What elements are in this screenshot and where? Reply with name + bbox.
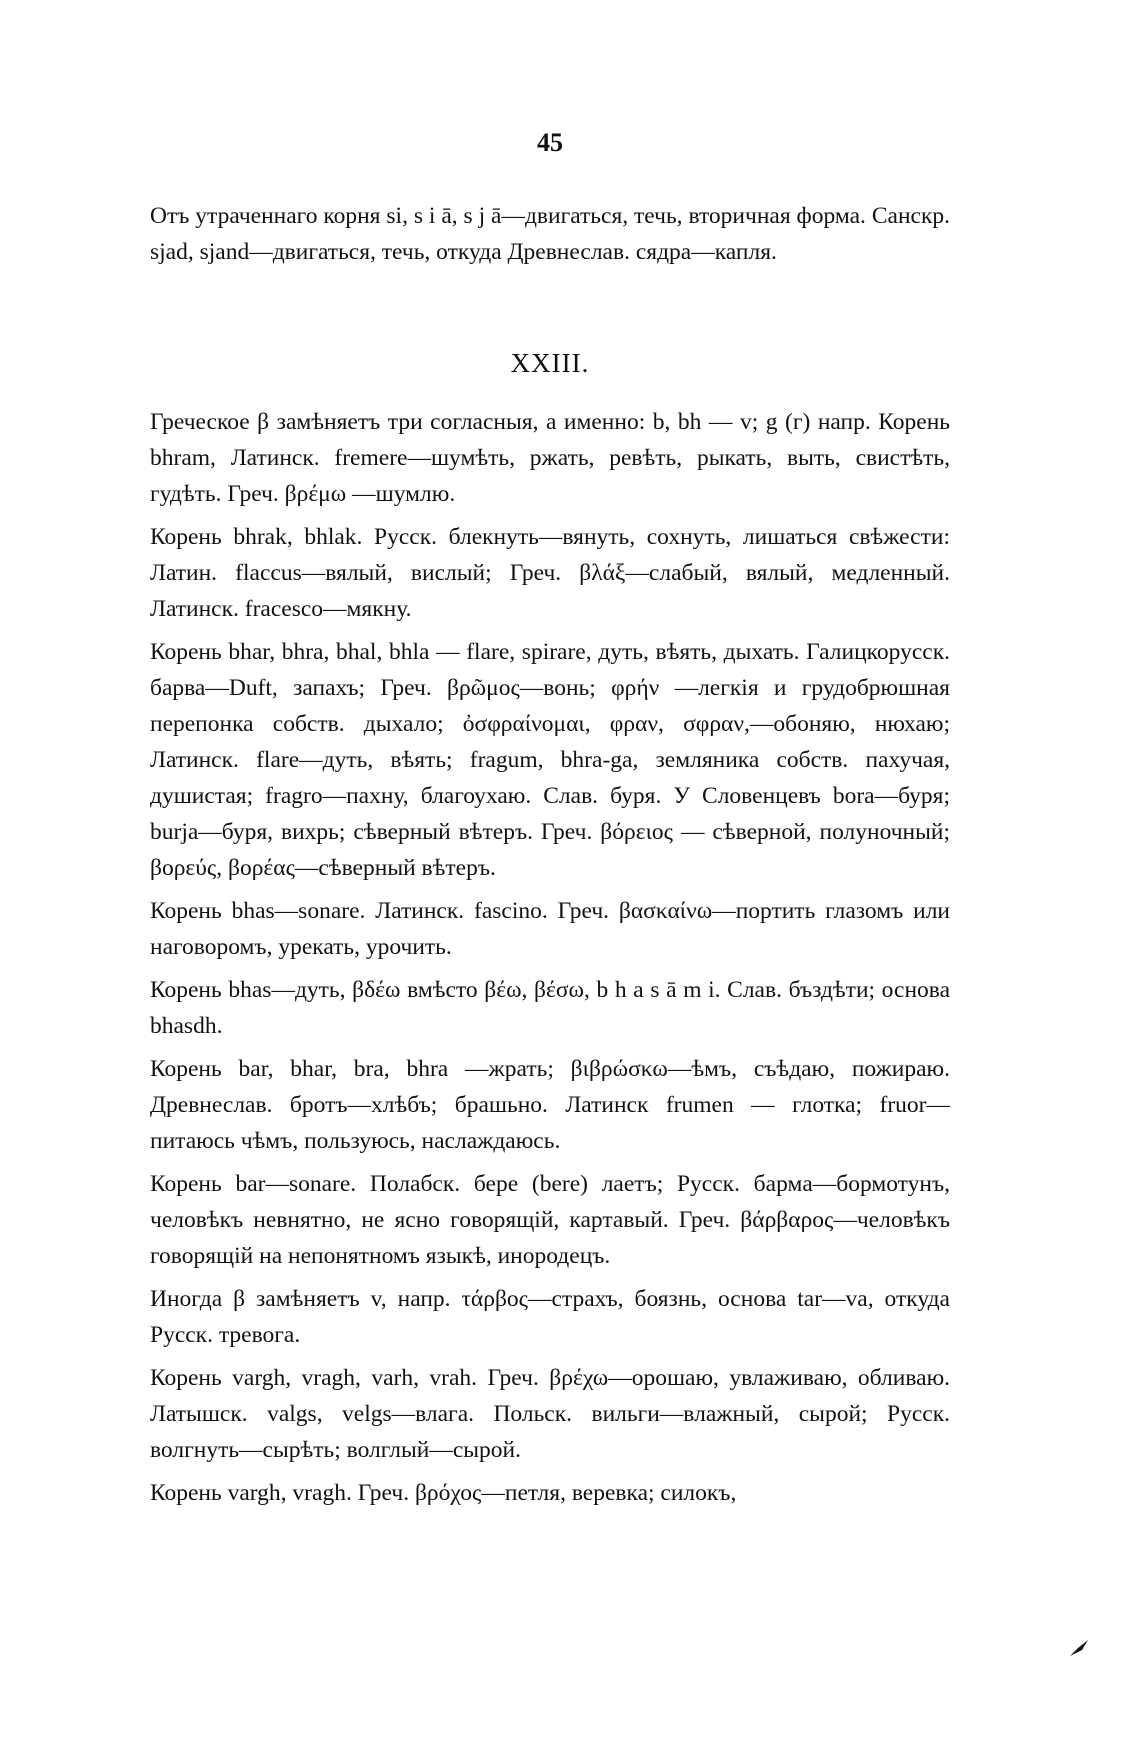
paragraph-4: Корень bhas—sonare. Латинск. fascino. Греч. βασκαίνω—портить глазомъ или наговоромъ, урекать, урочить. [150,898,950,960]
page-number: 45 [537,128,563,157]
paragraph-6: Корень bar, bhar, bra, bhra —жрать; βιβρώσκω—ѣмъ, съѣдаю, пожираю. Древнеслав. бротъ—хлѣбъ; брашьно. Латинск frumen — глотка; fruor—питаюсь чѣмъ, пользуюсь, наслаждаюсь. [150,1056,950,1154]
paragraph-8: Иногда β замѣняетъ v, напр. τάρβος—страхъ, боязнь, основа tar—va, откуда Русск. тревога. [150,1286,950,1348]
paragraph-10: Корень vargh, vragh. Греч. βρόχος—петля, веревка; силокъ, [150,1480,737,1506]
ink-mark-icon [1068,1636,1090,1658]
section-body [150,404,950,1518]
paragraph-7: Корень bar—sonare. Полабск. бере (bere) лаетъ; Русск. бармa—бормотунъ, человѣкъ невнятно, не ясно говорящій, картавый. Греч. βάρβαρος—человѣкъ говорящій на непонятномъ языкѣ, инородецъ. [150,1171,950,1269]
paragraph-1: Греческое β замѣняетъ три согласныя, а именно: b, bh — v; g (г) напр. Корень bhram, Латинск. fremere—шумѣть, ржать, ревѣть, рыкать, выть, свистѣть, гудѣть. Греч. βρέμω —шумлю. [150,409,950,507]
paragraph-9: Корень vargh, vragh, varh, vrah. Греч. βρέχω—орошаю, увлаживаю, обливаю. Латышск. valgs, velgs—влага. Польск. вильги—влажный, сырой; Русск. волгнуть—сырѣть; волглый—сырой. [150,1365,950,1463]
top-paragraph: Отъ утраченнаго корня si, s i ā, s j ā—двигаться, течь, вторичная форма. Санскр. sjad, sjand—двигаться, течь, откуда Древнеслав. сядра—капля. [150,203,950,265]
paragraph-2: Корень bhrak, bhlak. Русск. блекнуть—вянуть, сохнуть, лишаться свѣжести: Латин. flaccus—вялый, вислый; Греч. βλάξ—слабый, вялый, медленный. Латинск. fracesco—мякну. [150,524,950,622]
paragraph-3: Корень bhar, bhra, bhal, bhla — flare, spirare, дуть, вѣять, дыхать. Галицкорусск. барва—Duft, запахъ; Греч. βρῶμος—вонь; φρήν —легкія и грудобрюшная перепонка собств. дыхало; ὀσφραίνομαι, φραν, σφραν,—обоняю, нюхаю; Латинск. flare—дуть, вѣять; fragum, bhra-ga, земляника собств. пахучая, душистая; fragro—пахну, благоухаю. Слав. буря. У Словенцевъ bora—буря; burja—буря, вихрь; сѣверный вѣтеръ. Греч. βόρειος — сѣверной, полуночный; βορεύς, βορέας—сѣверный вѣтеръ. [150,639,950,881]
top-paragraph-block [150,198,950,277]
paragraph-5: Корень bhas—дуть, βδέω вмѣсто βέω, βέσω, b h a s ā m i. Слав. бъздѣти; основа bhasdh. [150,977,950,1039]
section-heading: XXIII. [510,348,590,378]
